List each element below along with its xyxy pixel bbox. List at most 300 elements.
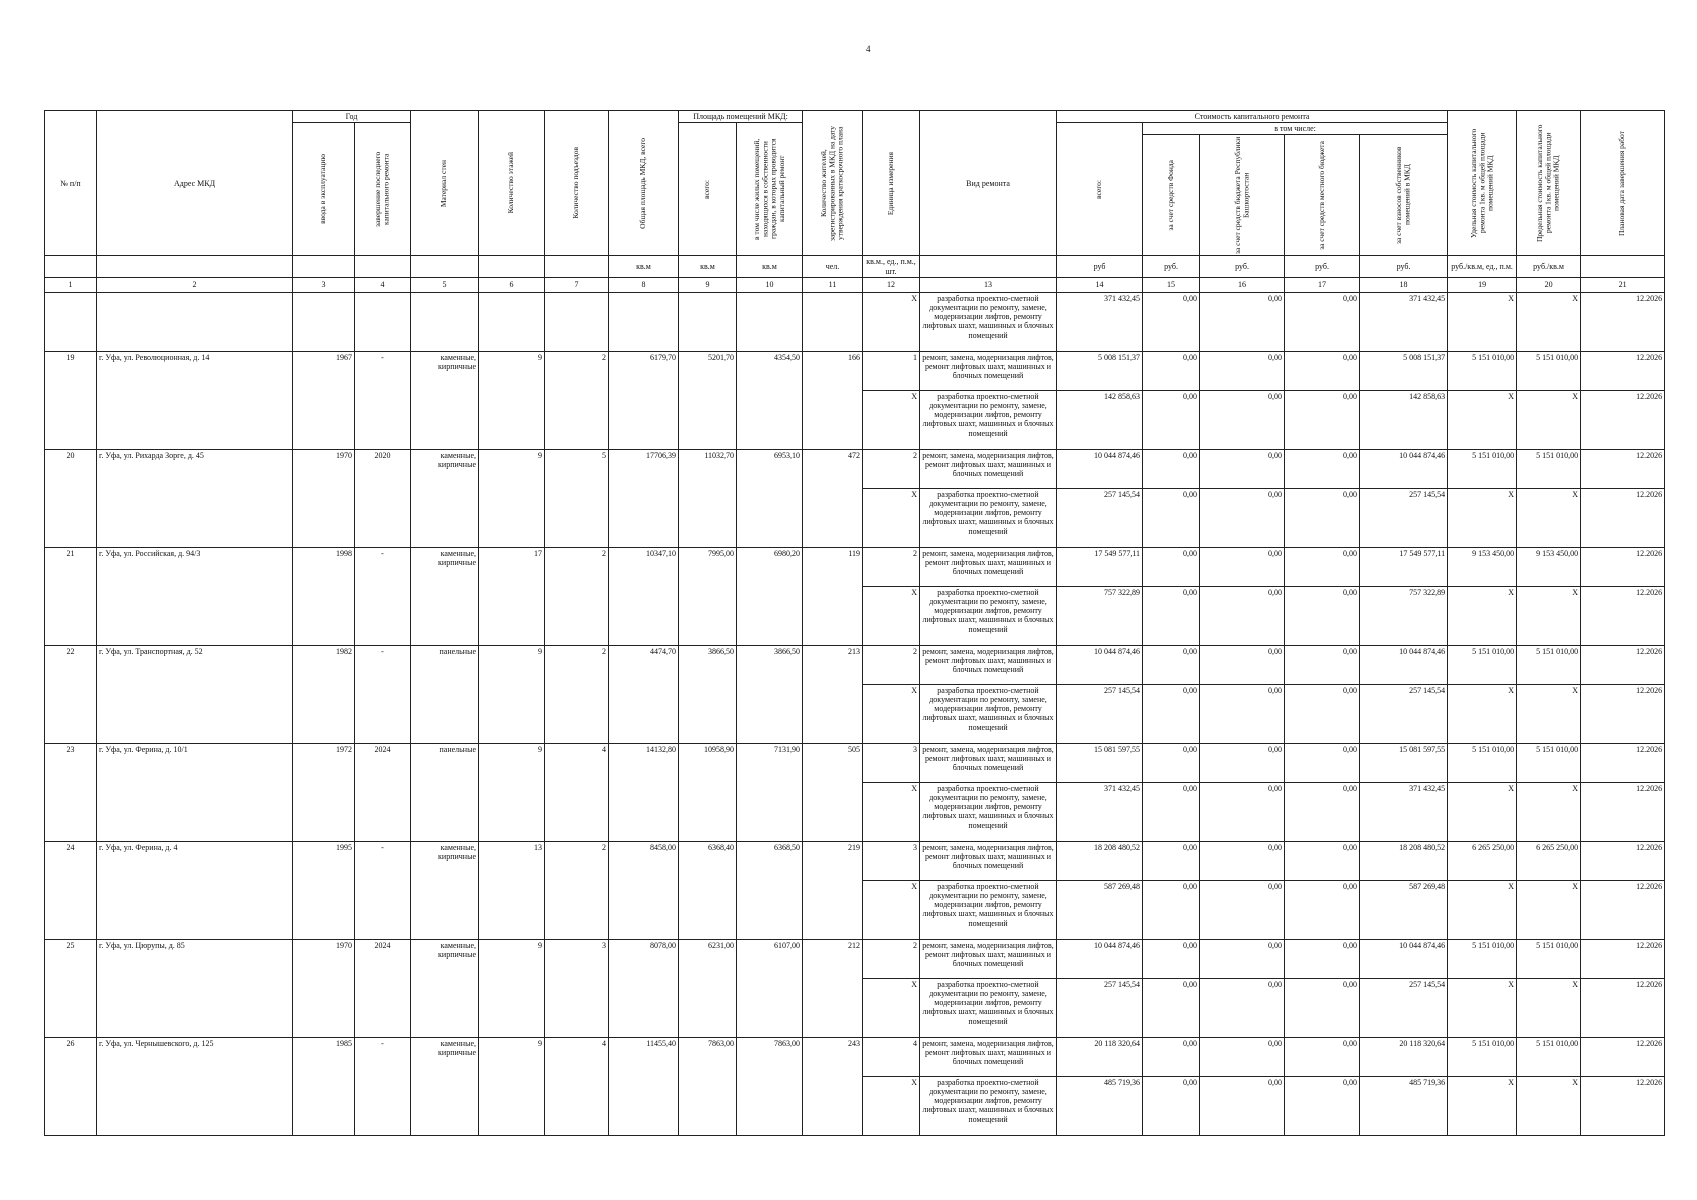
column-number-cell: 12: [863, 277, 920, 292]
cost-local: 0,00: [1285, 1037, 1360, 1076]
plan-date: 12.2026: [1581, 841, 1665, 880]
unit-cost: 5 151 010,00: [1448, 449, 1517, 488]
cost-local: 0,00: [1285, 547, 1360, 586]
year-last-repair: -: [355, 645, 411, 743]
plan-date: 12.2026: [1581, 782, 1665, 841]
column-number-cell: 9: [679, 277, 737, 292]
house-row: [45, 743, 1665, 782]
unit-cell: руб./кв.м: [1517, 256, 1581, 277]
row-number: 19: [45, 351, 97, 449]
max-cost: X: [1517, 684, 1581, 743]
header-cost-local: за счет средств местного бюджета: [1316, 140, 1326, 250]
row-number: 26: [45, 1037, 97, 1135]
column-number-cell: 4: [355, 277, 411, 292]
unit-cell: [45, 256, 97, 277]
plan-date: 12.2026: [1581, 880, 1665, 939]
table-body: [45, 292, 1665, 1135]
empty-cell: [803, 292, 863, 351]
cost-local: 0,00: [1285, 351, 1360, 390]
entrances-count: 2: [545, 351, 609, 449]
entrances-count: 3: [545, 939, 609, 1037]
column-number-cell: 5: [411, 277, 479, 292]
unit-cost: X: [1448, 488, 1517, 547]
house-row: [45, 939, 1665, 978]
house-row: [45, 547, 1665, 586]
residents-count: 472: [803, 449, 863, 547]
unit-cell: [920, 256, 1057, 277]
cost-fund: 0,00: [1143, 390, 1200, 449]
cost-local: 0,00: [1285, 743, 1360, 782]
unit-value: X: [863, 488, 920, 547]
column-number-cell: 6: [479, 277, 545, 292]
column-number-cell: 8: [609, 277, 679, 292]
plan-date: 12.2026: [1581, 547, 1665, 586]
page-number: 4: [866, 44, 871, 54]
units-row: [45, 256, 1665, 277]
cost-total: 15 081 597,55: [1057, 743, 1143, 782]
residents-count: 213: [803, 645, 863, 743]
floors-count: 9: [479, 743, 545, 841]
unit-cell: [293, 256, 355, 277]
max-cost: X: [1517, 880, 1581, 939]
cost-rb: 0,00: [1200, 782, 1285, 841]
total-area: 17706,39: [609, 449, 679, 547]
cost-local: 0,00: [1285, 586, 1360, 645]
house-row: [45, 1037, 1665, 1076]
house-row: [45, 841, 1665, 880]
unit-cost: X: [1448, 684, 1517, 743]
cost-local: 0,00: [1285, 782, 1360, 841]
house-row: [45, 645, 1665, 684]
row-number: 24: [45, 841, 97, 939]
total-area: 10347,10: [609, 547, 679, 645]
cost-local: 0,00: [1285, 684, 1360, 743]
max-cost: 9 153 450,00: [1517, 547, 1581, 586]
cost-local: 0,00: [1285, 390, 1360, 449]
house-address: г. Уфа, ул. Цюрупы, д. 85: [97, 939, 293, 1037]
year-commission: 1998: [293, 547, 355, 645]
wall-material: панельные: [411, 743, 479, 841]
unit-value: X: [863, 880, 920, 939]
empty-cell: [609, 292, 679, 351]
cost-fund: 0,00: [1143, 351, 1200, 390]
empty-cell: [679, 292, 737, 351]
total-area: 11455,40: [609, 1037, 679, 1135]
work-type: ремонт, замена, модернизация лифтов, ремонт лифтовых шахт, машинных и блочных помещений: [920, 645, 1057, 684]
cost-owners: 10 044 874,46: [1360, 645, 1448, 684]
cost-owners: 10 044 874,46: [1360, 449, 1448, 488]
year-last-repair: 2020: [355, 449, 411, 547]
cost-fund: 0,00: [1143, 880, 1200, 939]
cost-total: 371 432,45: [1057, 292, 1143, 351]
header-cost-fund: за счет средств Фонда: [1165, 160, 1175, 231]
unit-value: 2: [863, 449, 920, 488]
floors-count: 9: [479, 645, 545, 743]
unit-cell: руб.: [1285, 256, 1360, 277]
header-entrances: Количество подъездов: [571, 147, 581, 220]
cost-owners: 257 145,54: [1360, 978, 1448, 1037]
work-type: ремонт, замена, модернизация лифтов, ремонт лифтовых шахт, машинных и блочных помещений: [920, 351, 1057, 390]
column-number-cell: 13: [920, 277, 1057, 292]
entrances-count: 4: [545, 743, 609, 841]
header-premises-group: Площадь помещений МКД:: [679, 111, 803, 123]
unit-cost: X: [1448, 1076, 1517, 1135]
header-year-group: Год: [293, 111, 411, 123]
max-cost: 6 265 250,00: [1517, 841, 1581, 880]
owned-area: 6368,50: [737, 841, 803, 939]
header-unit: Единица измерения: [885, 151, 895, 215]
wall-material: каменные, кирпичные: [411, 841, 479, 939]
unit-cell: руб.: [1360, 256, 1448, 277]
cost-owners: 5 008 151,37: [1360, 351, 1448, 390]
cost-total: 257 145,54: [1057, 488, 1143, 547]
cost-local: 0,00: [1285, 292, 1360, 351]
entrances-count: 2: [545, 841, 609, 939]
year-commission: 1985: [293, 1037, 355, 1135]
plan-date: 12.2026: [1581, 939, 1665, 978]
header-premises-total: всего:: [702, 179, 712, 199]
unit-cell: кв.м., ед., п.м., шт.: [863, 256, 920, 277]
residents-count: 166: [803, 351, 863, 449]
house-row: [45, 351, 1665, 390]
work-type: ремонт, замена, модернизация лифтов, ремонт лифтовых шахт, машинных и блочных помещений: [920, 1037, 1057, 1076]
year-commission: 1995: [293, 841, 355, 939]
unit-cell: чел.: [803, 256, 863, 277]
max-cost: X: [1517, 292, 1581, 351]
column-number-cell: 16: [1200, 277, 1285, 292]
work-type: разработка проектно-сметной документации по ремонту, замене, модернизации лифтов, ремонту лифтовых шахт, машинных и блочных помещений: [920, 488, 1057, 547]
work-type: ремонт, замена, модернизация лифтов, ремонт лифтовых шахт, машинных и блочных помещений: [920, 939, 1057, 978]
cost-owners: 587 269,48: [1360, 880, 1448, 939]
total-area: 8078,00: [609, 939, 679, 1037]
cost-rb: 0,00: [1200, 351, 1285, 390]
cost-owners: 371 432,45: [1360, 292, 1448, 351]
work-type: ремонт, замена, модернизация лифтов, ремонт лифтовых шахт, машинных и блочных помещений: [920, 743, 1057, 782]
unit-cost: 9 153 450,00: [1448, 547, 1517, 586]
work-type: разработка проектно-сметной документации по ремонту, замене, модернизации лифтов, ремонту лифтовых шахт, машинных и блочных помещений: [920, 880, 1057, 939]
header-wall-material: Материал стен: [439, 159, 449, 207]
column-number-cell: 11: [803, 277, 863, 292]
cost-fund: 0,00: [1143, 782, 1200, 841]
unit-value: 3: [863, 841, 920, 880]
cost-rb: 0,00: [1200, 449, 1285, 488]
residents-count: 505: [803, 743, 863, 841]
header-unit-cost: Удельная стоимость капитального ремонта 1кв. м общей площади помещений МКД: [1468, 128, 1495, 238]
cost-owners: 257 145,54: [1360, 684, 1448, 743]
year-last-repair: -: [355, 547, 411, 645]
unit-value: 2: [863, 939, 920, 978]
column-number-cell: 1: [45, 277, 97, 292]
plan-date: 12.2026: [1581, 449, 1665, 488]
plan-date: 12.2026: [1581, 586, 1665, 645]
unit-cell: [97, 256, 293, 277]
owned-area: 7863,00: [737, 1037, 803, 1135]
unit-value: X: [863, 390, 920, 449]
plan-date: 12.2026: [1581, 978, 1665, 1037]
unit-cost: 5 151 010,00: [1448, 645, 1517, 684]
work-type: ремонт, замена, модернизация лифтов, ремонт лифтовых шахт, машинных и блочных помещений: [920, 449, 1057, 488]
column-number-cell: 3: [293, 277, 355, 292]
cost-rb: 0,00: [1200, 684, 1285, 743]
house-row: [45, 449, 1665, 488]
column-number-cell: 17: [1285, 277, 1360, 292]
plan-date: 12.2026: [1581, 743, 1665, 782]
owned-area: 6107,00: [737, 939, 803, 1037]
entrances-count: 5: [545, 449, 609, 547]
year-commission: 1970: [293, 449, 355, 547]
cost-owners: 10 044 874,46: [1360, 939, 1448, 978]
unit-cell: [1581, 256, 1665, 277]
unit-cost: X: [1448, 880, 1517, 939]
cost-rb: 0,00: [1200, 743, 1285, 782]
header-premises-owned: в том числе жилых помещений, находящихся в собственности граждан, в которых проводится капитальный ремонт: [752, 138, 786, 240]
year-last-repair: -: [355, 1037, 411, 1135]
cost-rb: 0,00: [1200, 645, 1285, 684]
unit-value: 1: [863, 351, 920, 390]
cost-owners: 371 432,45: [1360, 782, 1448, 841]
max-cost: 5 151 010,00: [1517, 449, 1581, 488]
cost-total: 142 858,63: [1057, 390, 1143, 449]
floors-count: 9: [479, 1037, 545, 1135]
capital-repair-table: [44, 110, 1665, 1136]
wall-material: каменные, кирпичные: [411, 1037, 479, 1135]
house-address: г. Уфа, ул. Рихарда Зорге, д. 45: [97, 449, 293, 547]
unit-cost: 6 265 250,00: [1448, 841, 1517, 880]
year-commission: 1982: [293, 645, 355, 743]
column-number-cell: 21: [1581, 277, 1665, 292]
row-number: 21: [45, 547, 97, 645]
max-cost: 5 151 010,00: [1517, 743, 1581, 782]
cost-local: 0,00: [1285, 978, 1360, 1037]
unit-cost: 5 151 010,00: [1448, 939, 1517, 978]
cost-fund: 0,00: [1143, 645, 1200, 684]
column-number-cell: 10: [737, 277, 803, 292]
header-work-type: Вид ремонта: [920, 111, 1057, 256]
unit-cell: кв.м: [609, 256, 679, 277]
cost-total: 10 044 874,46: [1057, 939, 1143, 978]
year-last-repair: 2024: [355, 939, 411, 1037]
unit-cost: 5 151 010,00: [1448, 351, 1517, 390]
unit-cost: 5 151 010,00: [1448, 743, 1517, 782]
cost-total: 20 118 320,64: [1057, 1037, 1143, 1076]
total-area: 4474,70: [609, 645, 679, 743]
empty-cell: [97, 292, 293, 351]
unit-cell: руб: [1057, 256, 1143, 277]
max-cost: X: [1517, 1076, 1581, 1135]
year-last-repair: -: [355, 841, 411, 939]
max-cost: 5 151 010,00: [1517, 1037, 1581, 1076]
unit-cell: кв.м: [679, 256, 737, 277]
floors-count: 9: [479, 449, 545, 547]
wall-material: каменные, кирпичные: [411, 449, 479, 547]
max-cost: X: [1517, 488, 1581, 547]
unit-value: X: [863, 586, 920, 645]
column-number-cell: 7: [545, 277, 609, 292]
max-cost: X: [1517, 586, 1581, 645]
cost-owners: 257 145,54: [1360, 488, 1448, 547]
entrances-count: 2: [545, 645, 609, 743]
work-type: разработка проектно-сметной документации по ремонту, замене, модернизации лифтов, ремонту лифтовых шахт, машинных и блочных помещений: [920, 586, 1057, 645]
unit-value: 4: [863, 1037, 920, 1076]
column-number-cell: 14: [1057, 277, 1143, 292]
cost-fund: 0,00: [1143, 1076, 1200, 1135]
header-no: № п/п: [45, 111, 97, 256]
house-address: г. Уфа, ул. Чернышевского, д. 125: [97, 1037, 293, 1135]
house-address: г. Уфа, ул. Транспортная, д. 52: [97, 645, 293, 743]
year-commission: 1972: [293, 743, 355, 841]
wall-material: каменные, кирпичные: [411, 939, 479, 1037]
cost-rb: 0,00: [1200, 586, 1285, 645]
cost-total: 371 432,45: [1057, 782, 1143, 841]
empty-cell: [411, 292, 479, 351]
unit-value: X: [863, 978, 920, 1037]
cost-total: 18 208 480,52: [1057, 841, 1143, 880]
year-last-repair: 2024: [355, 743, 411, 841]
work-type: разработка проектно-сметной документации по ремонту, замене, модернизации лифтов, ремонту лифтовых шахт, машинных и блочных помещений: [920, 390, 1057, 449]
cost-owners: 142 858,63: [1360, 390, 1448, 449]
owned-area: 3866,50: [737, 645, 803, 743]
floors-count: 9: [479, 351, 545, 449]
unit-cost: X: [1448, 292, 1517, 351]
plan-date: 12.2026: [1581, 1076, 1665, 1135]
unit-value: 3: [863, 743, 920, 782]
residents-count: 212: [803, 939, 863, 1037]
unit-value: X: [863, 782, 920, 841]
work-type: ремонт, замена, модернизация лифтов, ремонт лифтовых шахт, машинных и блочных помещений: [920, 841, 1057, 880]
house-address: г. Уфа, ул. Ферина, д. 10/1: [97, 743, 293, 841]
cost-fund: 0,00: [1143, 978, 1200, 1037]
unit-cell: [411, 256, 479, 277]
header-address: Адрес МКД: [97, 111, 293, 256]
max-cost: 5 151 010,00: [1517, 939, 1581, 978]
max-cost: 5 151 010,00: [1517, 351, 1581, 390]
cost-rb: 0,00: [1200, 292, 1285, 351]
column-number-cell: 18: [1360, 277, 1448, 292]
cost-rb: 0,00: [1200, 939, 1285, 978]
max-cost: X: [1517, 782, 1581, 841]
header-cost-total: всего:: [1094, 179, 1104, 199]
unit-value: X: [863, 1076, 920, 1135]
unit-value: X: [863, 292, 920, 351]
column-number-cell: 20: [1517, 277, 1581, 292]
cost-rb: 0,00: [1200, 978, 1285, 1037]
cost-local: 0,00: [1285, 880, 1360, 939]
cost-local: 0,00: [1285, 488, 1360, 547]
unit-cost: X: [1448, 586, 1517, 645]
floors-count: 13: [479, 841, 545, 939]
premises-area: 5201,70: [679, 351, 737, 449]
work-row: [45, 292, 1665, 351]
max-cost: X: [1517, 978, 1581, 1037]
cost-total: 757 322,89: [1057, 586, 1143, 645]
cost-rb: 0,00: [1200, 488, 1285, 547]
residents-count: 219: [803, 841, 863, 939]
header-max-cost: Предельная стоимость капитального ремонта 1кв. м общей площади помещений МКД: [1535, 124, 1561, 242]
total-area: 14132,80: [609, 743, 679, 841]
unit-cost: 5 151 010,00: [1448, 1037, 1517, 1076]
plan-date: 12.2026: [1581, 292, 1665, 351]
year-commission: 1970: [293, 939, 355, 1037]
header-year-commission: ввода в эксплуатацию: [318, 154, 328, 225]
entrances-count: 4: [545, 1037, 609, 1135]
empty-cell: [479, 292, 545, 351]
cost-fund: 0,00: [1143, 743, 1200, 782]
unit-cost: X: [1448, 978, 1517, 1037]
cost-local: 0,00: [1285, 1076, 1360, 1135]
unit-value: X: [863, 684, 920, 743]
cost-local: 0,00: [1285, 645, 1360, 684]
cost-local: 0,00: [1285, 939, 1360, 978]
plan-date: 12.2026: [1581, 645, 1665, 684]
empty-cell: [293, 292, 355, 351]
cost-rb: 0,00: [1200, 880, 1285, 939]
premises-area: 6368,40: [679, 841, 737, 939]
floors-count: 9: [479, 939, 545, 1037]
header-plan-date: Плановая дата завершения работ: [1617, 130, 1627, 236]
cost-total: 485 719,36: [1057, 1076, 1143, 1135]
premises-area: 10958,90: [679, 743, 737, 841]
cost-owners: 15 081 597,55: [1360, 743, 1448, 782]
residents-count: 119: [803, 547, 863, 645]
cost-rb: 0,00: [1200, 547, 1285, 586]
row-number: 23: [45, 743, 97, 841]
plan-date: 12.2026: [1581, 390, 1665, 449]
cost-owners: 20 118 320,64: [1360, 1037, 1448, 1076]
work-type: разработка проектно-сметной документации по ремонту, замене, модернизации лифтов, ремонту лифтовых шахт, машинных и блочных помещений: [920, 978, 1057, 1037]
cost-owners: 485 719,36: [1360, 1076, 1448, 1135]
cost-rb: 0,00: [1200, 1076, 1285, 1135]
unit-cell: руб.: [1200, 256, 1285, 277]
owned-area: 7131,90: [737, 743, 803, 841]
header-cost-rb: за счет средств бюджета Республики Башкортостан: [1232, 136, 1251, 254]
cost-total: 10 044 874,46: [1057, 645, 1143, 684]
wall-material: каменные, кирпичные: [411, 547, 479, 645]
unit-cell: [479, 256, 545, 277]
cost-rb: 0,00: [1200, 841, 1285, 880]
work-type: ремонт, замена, модернизация лифтов, ремонт лифтовых шахт, машинных и блочных помещений: [920, 547, 1057, 586]
empty-cell: [737, 292, 803, 351]
residents-count: 243: [803, 1037, 863, 1135]
header-total-area: Общая площадь МКД, всего: [638, 137, 648, 229]
cost-fund: 0,00: [1143, 292, 1200, 351]
cost-fund: 0,00: [1143, 488, 1200, 547]
cost-fund: 0,00: [1143, 449, 1200, 488]
header-cost-owners: за счет взносов собственников помещений в МКД: [1394, 146, 1412, 245]
owned-area: 6980,20: [737, 547, 803, 645]
empty-cell: [355, 292, 411, 351]
cost-fund: 0,00: [1143, 547, 1200, 586]
column-number-cell: 15: [1143, 277, 1200, 292]
plan-date: 12.2026: [1581, 351, 1665, 390]
row-number: 20: [45, 449, 97, 547]
unit-cell: кв.м: [737, 256, 803, 277]
header-residents: Количество жителей, зарегистрированных в МКД на дату утверждения краткосрочного плана: [819, 125, 845, 241]
max-cost: X: [1517, 390, 1581, 449]
year-last-repair: -: [355, 351, 411, 449]
wall-material: панельные: [411, 645, 479, 743]
cost-fund: 0,00: [1143, 586, 1200, 645]
entrances-count: 2: [545, 547, 609, 645]
cost-total: 587 269,48: [1057, 880, 1143, 939]
unit-cost: X: [1448, 782, 1517, 841]
cost-owners: 18 208 480,52: [1360, 841, 1448, 880]
plan-date: 12.2026: [1581, 1037, 1665, 1076]
unit-cost: X: [1448, 390, 1517, 449]
column-number-cell: 19: [1448, 277, 1517, 292]
unit-value: 2: [863, 547, 920, 586]
cost-fund: 0,00: [1143, 841, 1200, 880]
header-floors: Количество этажей: [506, 152, 516, 214]
